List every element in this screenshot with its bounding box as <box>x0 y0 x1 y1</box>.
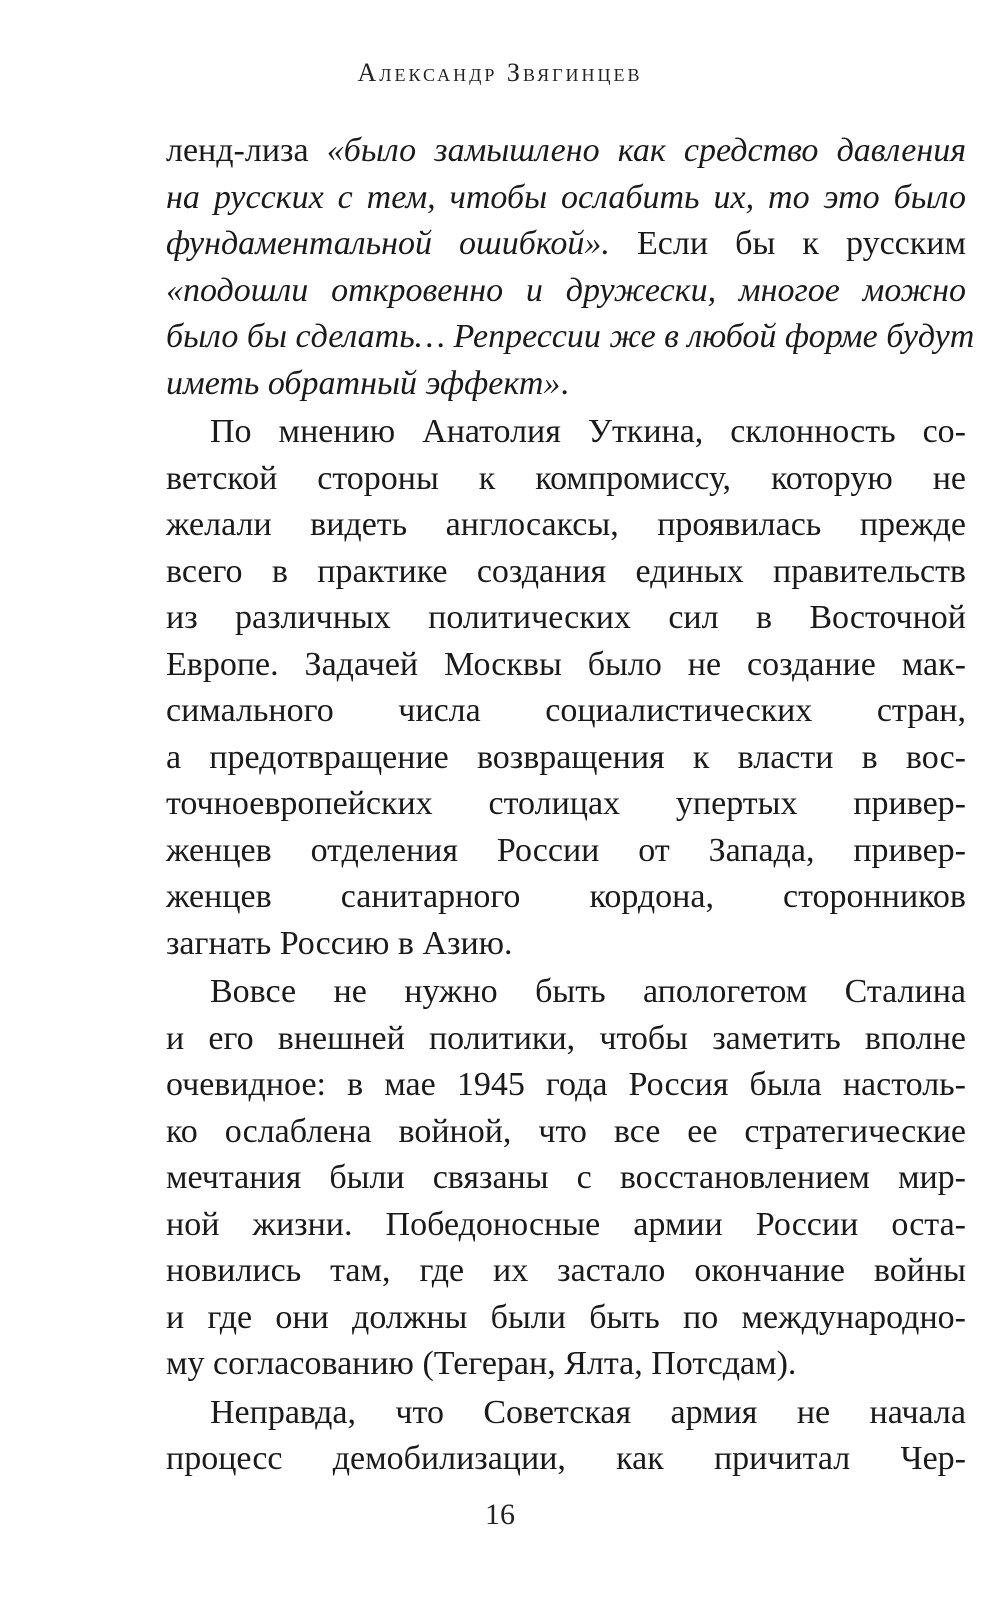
text-line: Вовсе не нужно быть апологетом Сталина <box>210 973 966 1010</box>
text-line: ветской стороны к компромиссу, которую не <box>166 459 966 497</box>
text-line: точноевропейских столицах упертых привер- <box>166 785 966 822</box>
text-line <box>166 314 975 361</box>
text-line: Неправда, что Советская армия не начала <box>210 1393 966 1431</box>
text-line: из различных политических сил в Восточной <box>166 599 966 636</box>
text-line: симального числа социалистических стран, <box>166 692 966 729</box>
quote-italic: «подошли откровенно и дружески, многое можно <box>166 271 966 309</box>
running-header: Александр Звягинцев <box>357 58 643 87</box>
text-line: му согласованию (Тегеран, Ялта, Потсдам). <box>166 1345 797 1382</box>
text-line: всего в практике создания единых правительств <box>166 552 966 590</box>
text-line: иметь обратный эффект». <box>166 364 569 402</box>
text-line: и его внешней политики, чтобы заметить вполне <box>166 1019 966 1057</box>
text-line: ко ослаблена войной, что все ее стратегические <box>166 1112 966 1150</box>
quote-italic: было бы сделать… Репрессии же в любой форме будут <box>166 318 975 355</box>
quote-italic: фундаментальной ошибкой». <box>166 225 610 262</box>
text-line: фундаментальной ошибкой». Если бы к русским <box>166 225 966 262</box>
body-text <box>166 128 975 1483</box>
text-line: и где они должны были быть по международно- <box>166 1298 966 1336</box>
text-line: новились там, где их застало окончание войны <box>166 1252 966 1289</box>
text-line: очевидное: в мае 1945 года Россия была настоль- <box>166 1066 966 1103</box>
paragraph-4 <box>166 1390 966 1483</box>
text-line: а предотвращение возвращения к власти в вос- <box>166 738 966 776</box>
text-line: ленд-лиза «было замышлено как средство давления <box>166 132 966 169</box>
text-line: По мнению Анатолия Уткина, склонность со- <box>210 413 966 450</box>
text-line: загнать Россию в Азию. <box>166 924 513 962</box>
text-line: женцев санитарного кордона, сторонников <box>166 878 966 915</box>
text-line: женцев отделения России от Запада, привер- <box>166 831 966 869</box>
text-line <box>166 268 966 315</box>
paragraph-2 <box>166 409 966 967</box>
quote-italic: иметь обратный эффект» <box>166 364 561 402</box>
page-number: 16 <box>485 1498 515 1531</box>
paragraph-1 <box>166 128 975 407</box>
text-line: желали видеть англосаксы, проявилась прежде <box>166 506 966 543</box>
quote-italic: на русских с тем, чтобы ослабить их, то это было <box>166 178 966 216</box>
quote-italic: «было замышлено как средство давления <box>326 132 966 169</box>
text-line <box>166 175 966 222</box>
paragraph-3 <box>166 969 966 1388</box>
text-line: процесс демобилизации, как причитал Чер- <box>166 1440 966 1477</box>
text-line: ной жизни. Победоносные армии России оста- <box>166 1205 966 1243</box>
text-line: мечтания были связаны с восстановлением мир- <box>166 1159 966 1196</box>
text-line: Европе. Задачей Москвы было не создание мак- <box>166 645 966 683</box>
